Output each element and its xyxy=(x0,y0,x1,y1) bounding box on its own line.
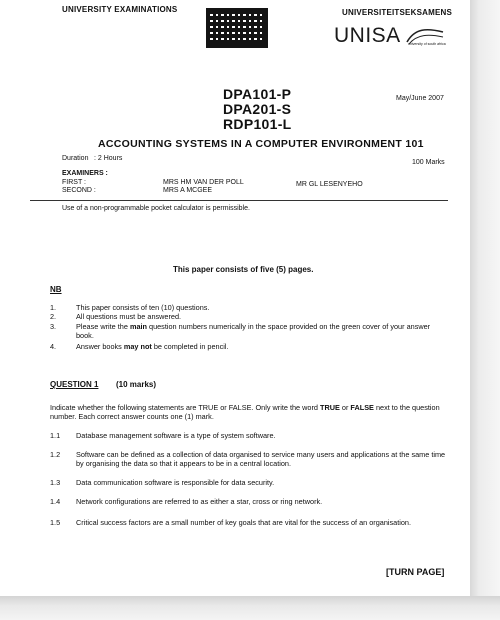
q1-item-2-text: Software can be defined as a collection of data organised to service many users and applications at the same time by organising the data so that it appears to be in a central location. xyxy=(76,450,446,469)
calculator-note: Use of a non-programmable pocket calculator is permissible. xyxy=(62,205,250,212)
q1-item-5-text: Critical success factors are a small number of key goals that are vital for the success of an organisation. xyxy=(76,518,411,527)
examiner-second-name: MRS A MCGEE xyxy=(163,187,213,194)
header-right: UNIVERSITEITSEKSAMENS xyxy=(342,8,452,17)
q1-item-1-text: Database management software is a type of system software. xyxy=(76,431,276,440)
examiner-third-name: MR GL LESENYEHO xyxy=(296,181,363,188)
course-code-3: RDP101-L xyxy=(223,116,292,132)
q1-item-3-text: Data communication software is responsible for data security. xyxy=(76,478,275,487)
examiner-first-label: FIRST : xyxy=(62,179,86,186)
nb-item-3-text: Please write the main question numbers numerically in the space provided on the green cover of your answer book. xyxy=(76,322,431,341)
paper-title: ACCOUNTING SYSTEMS IN A COMPUTER ENVIRONMENT 101 xyxy=(98,138,424,150)
pages-note: This paper consists of five (5) pages. xyxy=(173,265,314,274)
turn-page-label: [TURN PAGE] xyxy=(386,567,445,577)
q1-item-4-number: 1.4 xyxy=(50,497,61,506)
total-marks: 100 Marks xyxy=(412,159,445,166)
page-shadow-bottom xyxy=(0,596,500,620)
nb-item-3-number: 3. xyxy=(50,322,57,331)
nb-item-4-text: Answer books may not be completed in pencil. xyxy=(76,342,229,351)
duration-label: Duration xyxy=(62,155,89,162)
header-left: UNIVERSITY EXAMINATIONS xyxy=(62,5,178,14)
q1-item-3-number: 1.3 xyxy=(50,478,61,487)
redacted-barcode xyxy=(206,8,268,48)
examiners-label: EXAMINERS : xyxy=(62,170,108,177)
question-1-heading: QUESTION 1 xyxy=(50,380,99,389)
course-code-2: DPA201-S xyxy=(223,101,292,117)
examiner-second-label: SECOND : xyxy=(62,187,96,194)
divider-line xyxy=(30,200,448,201)
unisa-logo-text: UNISA xyxy=(334,24,401,47)
question-1-instruction: Indicate whether the following statements are TRUE or FALSE. Only write the word TRUE or FALSE next to the question number. Each correct answer counts one (1) mark. xyxy=(50,403,440,422)
page-shadow-right xyxy=(470,0,500,620)
nb-item-1-number: 1. xyxy=(50,303,57,312)
nb-heading: NB xyxy=(50,285,62,294)
q1-item-4-text: Network configurations are referred to as either a star, cross or ring network. xyxy=(76,497,323,506)
exam-date: May/June 2007 xyxy=(396,95,444,102)
unisa-logo-subtext: university of south africa xyxy=(408,42,446,46)
question-1-marks: (10 marks) xyxy=(116,380,157,389)
nb-item-1-text: This paper consists of ten (10) questions. xyxy=(76,303,210,312)
duration-value: : 2 Hours xyxy=(94,155,123,162)
course-code-1: DPA101-P xyxy=(223,86,292,102)
q1-item-2-number: 1.2 xyxy=(50,450,61,459)
nb-item-4-number: 4. xyxy=(50,342,57,351)
nb-item-2-number: 2. xyxy=(50,312,57,321)
nb-item-2-text: All questions must be answered. xyxy=(76,312,182,321)
examiner-first-name: MRS HM VAN DER POLL xyxy=(163,179,244,186)
q1-item-5-number: 1.5 xyxy=(50,518,61,527)
q1-item-1-number: 1.1 xyxy=(50,431,61,440)
